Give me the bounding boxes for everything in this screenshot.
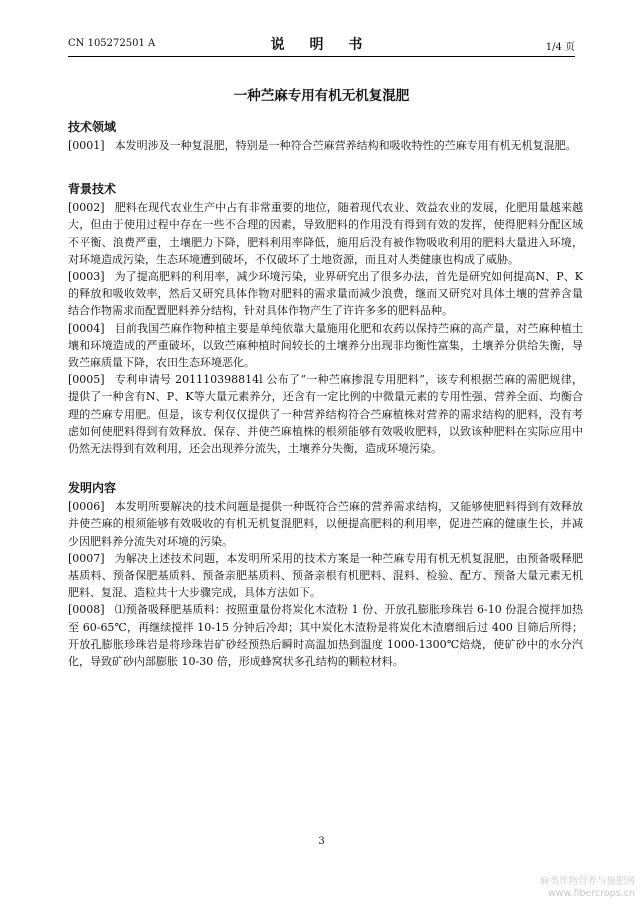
header-title: 说 明 书: [270, 37, 373, 53]
paragraph-text: 本发明所要解决的技术问题是提供一种既符合苎麻的营养需求结构，又能够使肥料得到有效释放并使苎麻的根须能够有效吸收的有机无机复混肥料，以便提高肥料的利用率，促进苎麻的健康生长，并减少因肥料养分流失对环境的污染。: [68, 500, 583, 548]
watermark-url: www.fibercrops.cn: [548, 888, 635, 899]
paragraph-number: [0008]: [68, 603, 105, 617]
page-number: 3: [318, 836, 325, 847]
section-heading-background: 背景技术: [68, 182, 117, 197]
paragraph-0003: [68, 268, 583, 320]
paragraph-0007: [68, 550, 583, 602]
page-indicator: 1/4 页: [545, 42, 575, 53]
paragraph-number: [0004]: [68, 321, 105, 335]
section-heading-summary: 发明内容: [68, 481, 117, 496]
watermark-site-name: 麻类作物营养与施肥网: [539, 876, 635, 887]
paragraph-0006: [68, 498, 583, 550]
paragraph-0001: [68, 137, 583, 154]
paragraph-number: [0007]: [68, 551, 105, 565]
paragraph-number: [0001]: [68, 139, 105, 152]
document-body: [68, 118, 583, 670]
paragraph-number: [0005]: [68, 373, 105, 387]
paragraph-text: 本发明涉及一种复混肥，特别是一种符合苎麻营养结构和吸收特性的苎麻专用有机无机复混肥。: [114, 139, 577, 152]
paragraph-number: [0002]: [68, 201, 105, 215]
paragraph-text: 专利申请号 201110398814l 公布了“一种苎麻掺混专用肥料”，该专利根据苎麻的需肥规律，提供了一种含有N、P、K等大量元素养分，还含有一定比例的中微量元素的专用性强、营养全面、均衡合理的苎麻专用肥。但是，该专利仅仅提供了一种营养结构符合苎麻植株对营养的需求结构的肥料，没有考虑如何使肥料得到有效释放、保存、并使苎麻植株的根须能够有效吸收肥料，以致该种肥料在实际应用中仍然无法得到有效利用，还会出现养分流失，土壤养分失衡，造成环境污染。: [68, 373, 583, 456]
paragraph-0005: [68, 371, 583, 457]
paragraph-number: [0003]: [68, 270, 105, 284]
paragraph-text: 为解决上述技术问题，本发明所采用的技术方案是一种苎麻专用有机无机复混肥，由预备吸释肥基质料、预备保肥基质料、预备亲肥基质料、预备亲根有机肥料、混料、检验、配方、预备大量元素无机肥料、复混、造粒共十大步骤完成，具体方法如下。: [68, 551, 583, 600]
section-heading-technical-field: 技术领域: [68, 120, 117, 134]
paragraph-text: 肥料在现代农业生产中占有非常重要的地位，随着现代农业、效益农业的发展，化肥用量越来越大，但由于使用过程中存在一些不合理的因素，导致肥料的作用没有得到有效的发挥，使得肥料分配区域不平衡、浪费严重，土壤肥力下降，肥料利用率降低，施用后没有被作物吸收利用的肥料大量进入环境，对环境造成污染，生态环境遭到破坏，不仅破坏了土地资源，而且对人类健康也构成了威胁。: [68, 201, 583, 266]
paragraph-0004: [68, 320, 583, 372]
paragraph-0002: [68, 199, 583, 268]
page-header: [68, 34, 575, 57]
patent-number: CN 105272501 A: [68, 38, 156, 49]
watermark: [540, 876, 635, 900]
paragraph-text: ⑴预备吸释肥基质料：按照重量份将炭化木渣粉 1 份、开放孔膨胀珍珠岩 6-10 份混合搅拌加热至 60-65℃，再继续搅拌 10-15 分钟后冷却；其中炭化木渣粉是将炭化木渣磨细后过 400 目筛后所得；开放孔膨胀珍珠岩是将珍珠岩矿砂经预热后瞬时高温加热到温度 1000-1300℃焙烧，使矿砂中的水分汽化，导致矿砂内部膨胀 10-30 倍，形成蜂窝状多孔结构的颗粒材料。: [68, 603, 583, 669]
paragraph-number: [0006]: [68, 500, 105, 514]
document-title: 一种苎麻专用有机无机复混肥: [233, 88, 410, 104]
paragraph-0008: [68, 601, 583, 670]
paragraph-text: 为了提高肥料的利用率，减少环境污染，业界研究出了很多办法，首先是研究如何提高N、P、K的释放和吸收效率，然后又研究具体作物对肥料的需求量而减少浪费，继而又研究对具体土壤的营养含量结合作物需求而配置肥料养分结构，针对具体作物产生了许许多多的肥料品种。: [68, 270, 583, 318]
paragraph-text: 目前我国苎麻作物种植主要是单纯依靠大量施用化肥和农药以保持苎麻的高产量，对苎麻种植土壤和环境造成的严重破坏，以致苎麻种植时间较长的土壤养分出现非均衡性富集，土壤养分供给失衡，导致苎麻质量下降，农田生态环境恶化。: [68, 321, 583, 370]
